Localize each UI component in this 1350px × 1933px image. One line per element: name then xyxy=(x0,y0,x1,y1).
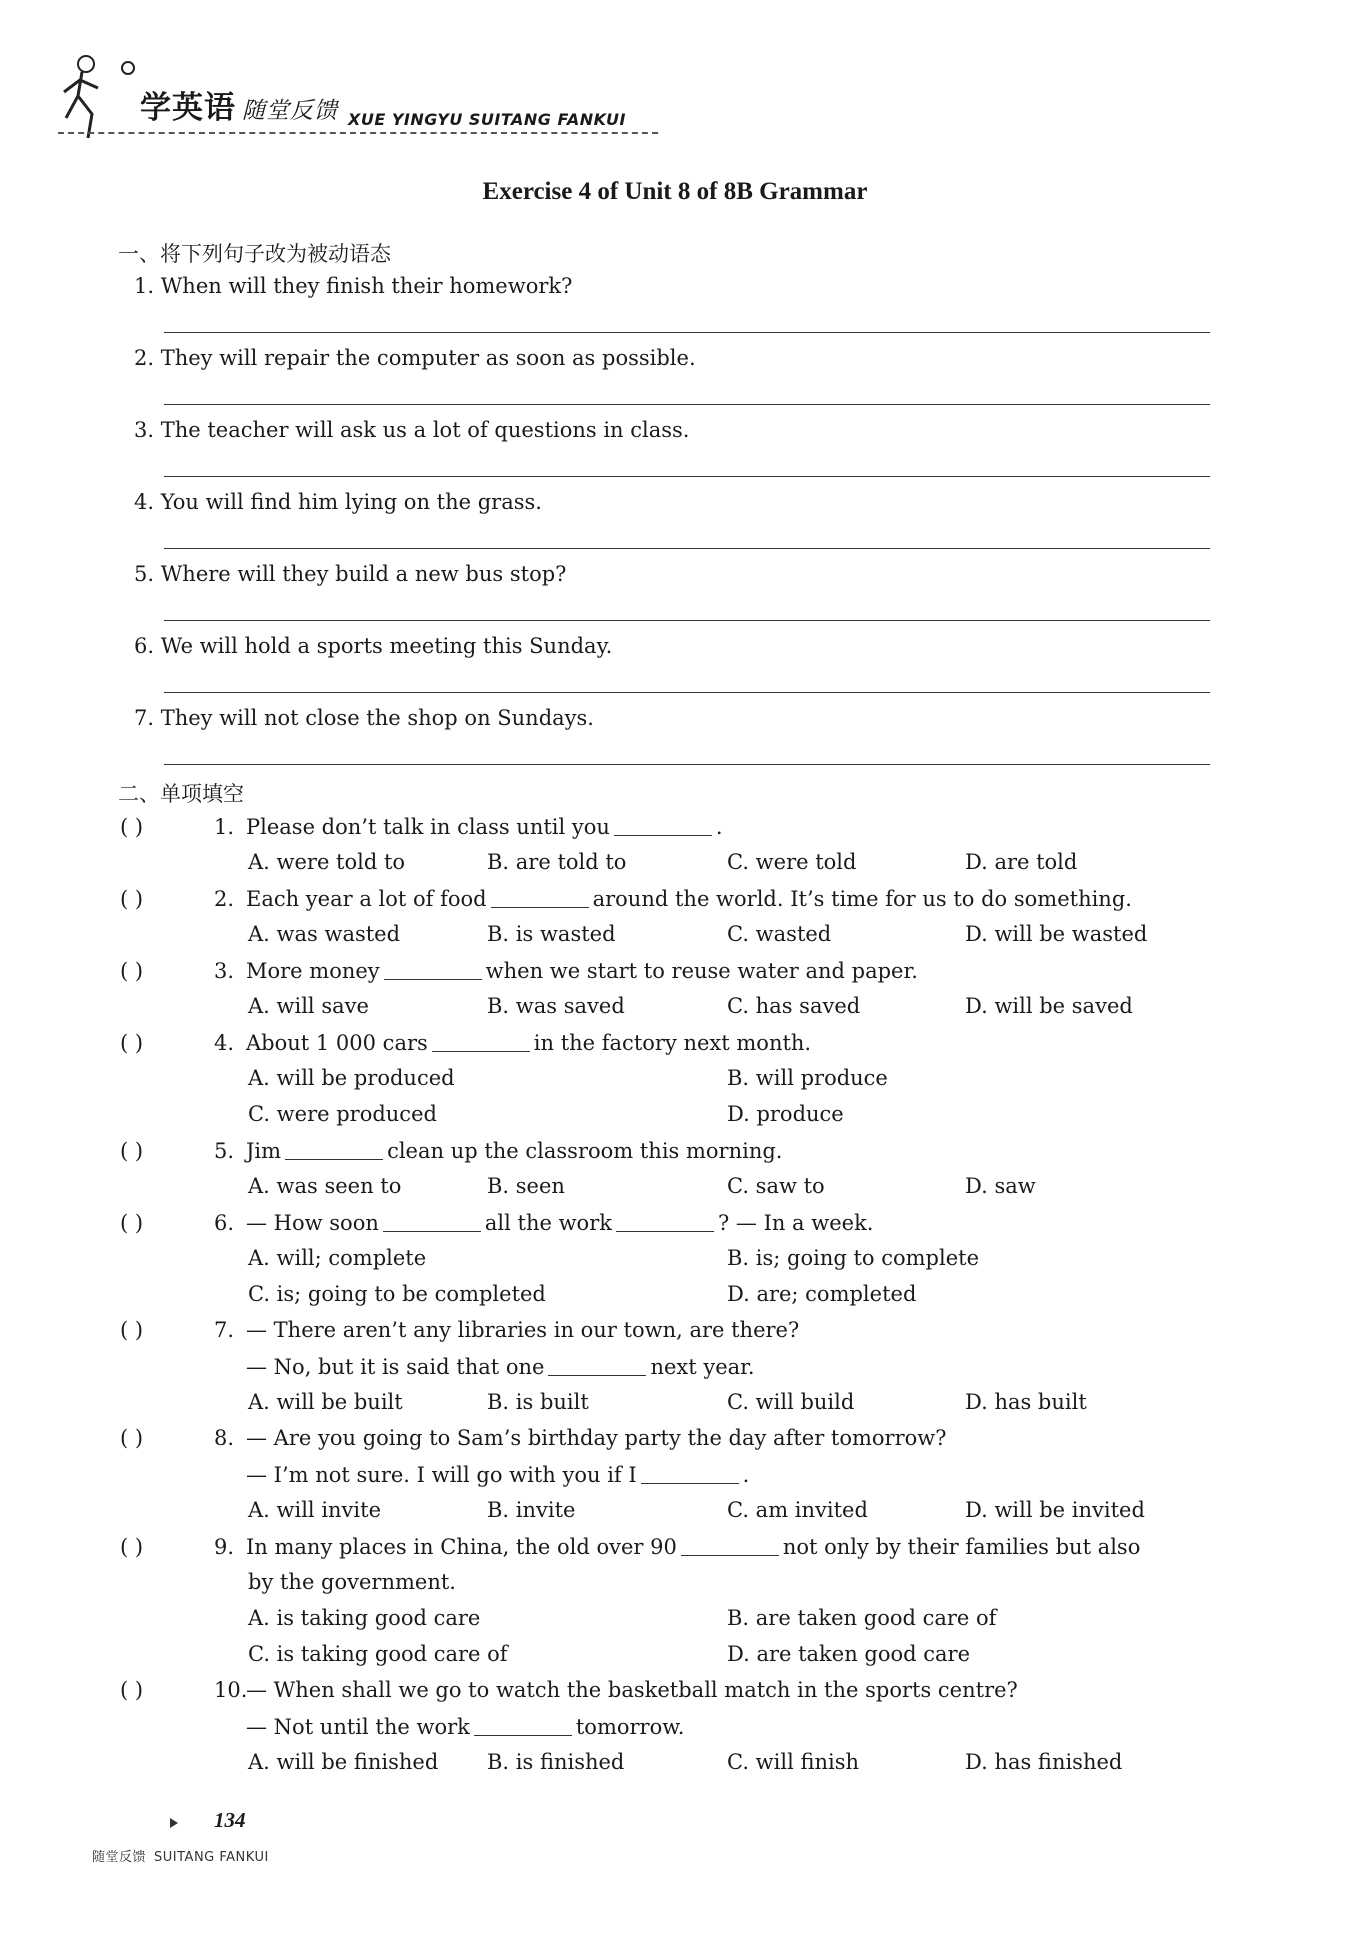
blank[interactable] xyxy=(614,814,712,836)
page-header xyxy=(58,48,668,148)
mc-question-7-line2: — No, but it is said that one next year. xyxy=(246,1355,755,1379)
answer-line-1[interactable] xyxy=(164,332,1210,333)
blank[interactable] xyxy=(285,1138,383,1160)
option[interactable]: A. were told to xyxy=(248,850,406,874)
option[interactable]: B. are told to xyxy=(487,850,627,874)
blank[interactable] xyxy=(616,1210,714,1232)
answer-line-5[interactable] xyxy=(164,620,1210,621)
blank[interactable] xyxy=(384,958,482,980)
footer-brand: 随堂反馈 SUITANG FANKUI xyxy=(92,1850,269,1865)
option[interactable]: B. is wasted xyxy=(487,922,616,946)
brand-pinyin: XUE YINGYU SUITANG FANKUI xyxy=(348,110,626,129)
option[interactable]: C. is; going to be completed xyxy=(248,1282,546,1306)
rewrite-question-3: 3. The teacher will ask us a lot of questions in class. xyxy=(134,418,690,442)
option[interactable]: A. will; complete xyxy=(248,1246,427,1270)
rewrite-question-1: 1. When will they finish their homework? xyxy=(134,274,573,298)
blank[interactable] xyxy=(641,1462,739,1484)
option[interactable]: B. invite xyxy=(487,1498,576,1522)
answer-line-2[interactable] xyxy=(164,404,1210,405)
header-divider xyxy=(58,132,658,134)
blank[interactable] xyxy=(474,1714,572,1736)
section1-heading: 一、将下列句子改为被动语态 xyxy=(118,242,391,266)
rewrite-question-2: 2. They will repair the computer as soon as possible. xyxy=(134,346,696,370)
option[interactable]: A. will invite xyxy=(248,1498,382,1522)
mc-question-1: ( ) 1. Please don’t talk in class until you . xyxy=(120,815,723,839)
mc-question-10: ( ) 10.— When shall we go to watch the basketball match in the sports centre? xyxy=(120,1678,1018,1702)
answer-paren[interactable]: ( ) xyxy=(120,1678,144,1702)
answer-paren[interactable]: ( ) xyxy=(120,815,144,839)
answer-line-4[interactable] xyxy=(164,548,1210,549)
option[interactable]: C. were told xyxy=(727,850,857,874)
page-footer xyxy=(92,1808,312,1878)
mc-question-6: ( ) 6. — How soon all the work ? — In a week. xyxy=(120,1211,874,1235)
option[interactable]: C. saw to xyxy=(727,1174,825,1198)
mc-question-10-line2: — Not until the work tomorrow. xyxy=(246,1715,685,1739)
blank[interactable] xyxy=(681,1534,779,1556)
answer-paren[interactable]: ( ) xyxy=(120,1211,144,1235)
answer-line-6[interactable] xyxy=(164,692,1210,693)
option[interactable]: A. will save xyxy=(248,994,369,1018)
option[interactable]: C. has saved xyxy=(727,994,861,1018)
option[interactable]: C. am invited xyxy=(727,1498,868,1522)
option[interactable]: D. has finished xyxy=(965,1750,1123,1774)
rewrite-question-6: 6. We will hold a sports meeting this Sunday. xyxy=(134,634,613,658)
mc-question-2: ( ) 2. Each year a lot of food around the world. It’s time for us to do something. xyxy=(120,887,1132,911)
section2-heading: 二、单项填空 xyxy=(118,782,244,806)
answer-line-7[interactable] xyxy=(164,764,1210,765)
option[interactable]: B. will produce xyxy=(727,1066,888,1090)
blank[interactable] xyxy=(548,1354,646,1376)
option[interactable]: B. are taken good care of xyxy=(727,1606,997,1630)
rewrite-question-7: 7. They will not close the shop on Sundays. xyxy=(134,706,594,730)
mc-question-5: ( ) 5. Jim clean up the classroom this morning. xyxy=(120,1139,783,1163)
answer-line-3[interactable] xyxy=(164,476,1210,477)
answer-paren[interactable]: ( ) xyxy=(120,1535,144,1559)
option[interactable]: A. will be produced xyxy=(248,1066,455,1090)
option[interactable]: B. is finished xyxy=(487,1750,625,1774)
mc-question-9-line2: by the government. xyxy=(248,1570,456,1594)
mc-question-4: ( ) 4. About 1 000 cars in the factory next month. xyxy=(120,1031,812,1055)
rewrite-question-4: 4. You will find him lying on the grass. xyxy=(134,490,542,514)
answer-paren[interactable]: ( ) xyxy=(120,1426,144,1450)
option[interactable]: A. was wasted xyxy=(248,922,401,946)
answer-paren[interactable]: ( ) xyxy=(120,887,144,911)
answer-paren[interactable]: ( ) xyxy=(120,959,144,983)
brand-title: 学英语 随堂反馈 xyxy=(140,90,338,126)
option[interactable]: D. has built xyxy=(965,1390,1087,1414)
mc-question-8-line2: — I’m not sure. I will go with you if I . xyxy=(246,1463,750,1487)
option[interactable]: D. will be invited xyxy=(965,1498,1145,1522)
rewrite-question-5: 5. Where will they build a new bus stop? xyxy=(134,562,567,586)
option[interactable]: B. is built xyxy=(487,1390,589,1414)
option[interactable]: C. will finish xyxy=(727,1750,860,1774)
mc-question-3: ( ) 3. More money when we start to reuse water and paper. xyxy=(120,959,918,983)
option[interactable]: C. will build xyxy=(727,1390,855,1414)
option[interactable]: C. is taking good care of xyxy=(248,1642,508,1666)
mc-question-8: ( ) 8. — Are you going to Sam’s birthday party the day after tomorrow? xyxy=(120,1426,947,1450)
option[interactable]: B. was saved xyxy=(487,994,625,1018)
option[interactable]: B. seen xyxy=(487,1174,565,1198)
option[interactable]: D. will be saved xyxy=(965,994,1133,1018)
option[interactable]: B. is; going to complete xyxy=(727,1246,979,1270)
blank[interactable] xyxy=(383,1210,481,1232)
mc-question-9: ( ) 9. In many places in China, the old over 90 not only by their families but also xyxy=(120,1535,1141,1559)
option[interactable]: C. wasted xyxy=(727,922,832,946)
option[interactable]: D. saw xyxy=(965,1174,1036,1198)
blank[interactable] xyxy=(432,1030,530,1052)
page-title: Exercise 4 of Unit 8 of 8B Grammar xyxy=(482,178,868,205)
option[interactable]: A. will be finished xyxy=(248,1750,439,1774)
option[interactable]: A. is taking good care xyxy=(248,1606,481,1630)
answer-paren[interactable]: ( ) xyxy=(120,1318,144,1342)
answer-paren[interactable]: ( ) xyxy=(120,1139,144,1163)
mc-question-7: ( ) 7. — There aren’t any libraries in our town, are there? xyxy=(120,1318,800,1342)
blank[interactable] xyxy=(491,886,589,908)
option[interactable]: D. will be wasted xyxy=(965,922,1148,946)
arrow-icon xyxy=(170,1818,178,1828)
option[interactable]: C. were produced xyxy=(248,1102,437,1126)
option[interactable]: D. produce xyxy=(727,1102,844,1126)
option[interactable]: A. will be built xyxy=(248,1390,403,1414)
option[interactable]: D. are told xyxy=(965,850,1078,874)
page-number: 134 xyxy=(214,1808,246,1832)
option[interactable]: D. are taken good care xyxy=(727,1642,971,1666)
option[interactable]: A. was seen to xyxy=(248,1174,402,1198)
answer-paren[interactable]: ( ) xyxy=(120,1031,144,1055)
option[interactable]: D. are; completed xyxy=(727,1282,917,1306)
